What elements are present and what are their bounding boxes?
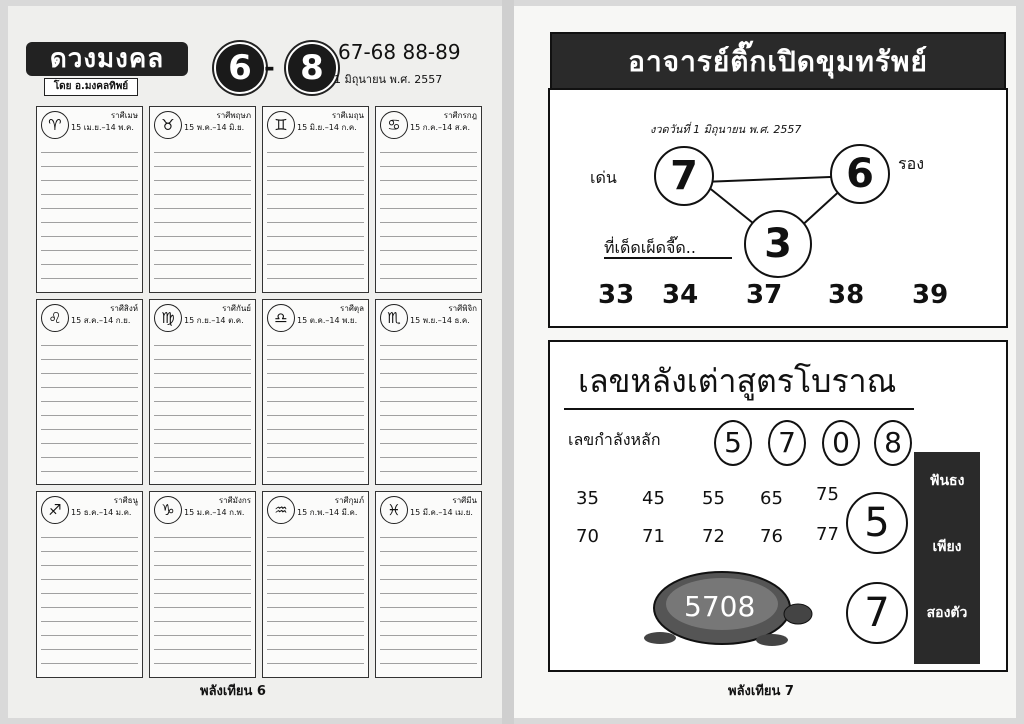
zodiac-name: ราศีสิงห์ bbox=[110, 303, 138, 313]
text-line-placeholder bbox=[154, 474, 251, 481]
bottom-number-1: 33 bbox=[598, 280, 635, 310]
text-line-placeholder bbox=[41, 362, 138, 374]
zodiac-name: ราศีมังกร bbox=[218, 496, 251, 506]
text-line-placeholder bbox=[380, 197, 477, 209]
text-line-placeholder bbox=[380, 362, 477, 374]
text-line-placeholder bbox=[267, 183, 364, 195]
row2-number-2: 71 bbox=[642, 526, 665, 547]
zodiac-name: ราศีพฤษภ bbox=[216, 111, 251, 120]
text-line-placeholder bbox=[41, 432, 138, 444]
text-line-placeholder bbox=[41, 446, 138, 458]
text-line-placeholder bbox=[380, 376, 477, 388]
row2-number-4: 76 bbox=[760, 526, 783, 547]
horoscope-grid bbox=[36, 106, 482, 678]
brand-title: ดวงมงคล bbox=[26, 42, 188, 76]
text-line-placeholder bbox=[267, 582, 364, 594]
horoscope-text-block bbox=[41, 141, 138, 288]
text-line-placeholder bbox=[154, 334, 251, 346]
turtle-section bbox=[548, 340, 1008, 672]
text-line-placeholder bbox=[154, 225, 251, 237]
row1-number-1: 35 bbox=[576, 488, 599, 509]
page-gutter bbox=[502, 0, 514, 724]
text-line-placeholder bbox=[41, 540, 138, 552]
text-line-placeholder bbox=[380, 348, 477, 360]
text-line-placeholder bbox=[154, 540, 251, 552]
bottom-number-2: 34 bbox=[662, 280, 699, 310]
text-line-placeholder bbox=[41, 596, 138, 608]
text-line-placeholder bbox=[267, 239, 364, 251]
text-line-placeholder bbox=[380, 225, 477, 237]
text-line-placeholder bbox=[267, 624, 364, 636]
text-line-placeholder bbox=[267, 376, 364, 388]
right-banner bbox=[550, 32, 1006, 92]
zodiac-date-range: 15 ม.ค.–14 ก.พ. bbox=[184, 508, 245, 518]
text-line-placeholder bbox=[41, 253, 138, 265]
zodiac-name: ราศีกรกฎ bbox=[443, 111, 477, 120]
text-line-placeholder bbox=[267, 197, 364, 209]
text-line-placeholder bbox=[380, 666, 477, 673]
text-line-placeholder bbox=[41, 568, 138, 580]
horoscope-cell bbox=[149, 299, 256, 486]
horoscope-text-block bbox=[154, 334, 251, 481]
horoscope-cell bbox=[149, 106, 256, 293]
text-line-placeholder bbox=[154, 526, 251, 538]
horoscope-cell bbox=[375, 106, 482, 293]
text-line-placeholder bbox=[41, 376, 138, 388]
zodiac-sign-icon: ♍ bbox=[154, 304, 182, 332]
text-line-placeholder bbox=[154, 446, 251, 458]
text-line-placeholder bbox=[154, 652, 251, 664]
extra-numbers: 67-68 88-89 bbox=[338, 40, 461, 64]
horoscope-cell bbox=[36, 299, 143, 486]
zodiac-date-range: 15 มิ.ย.–14 ก.ค. bbox=[297, 123, 357, 132]
row1-number-2: 45 bbox=[642, 488, 665, 509]
lucky-digit-a: 6 bbox=[214, 42, 266, 94]
text-line-placeholder bbox=[154, 554, 251, 566]
zodiac-date-range: 15 พ.ค.–14 มิ.ย. bbox=[184, 123, 245, 132]
text-line-placeholder bbox=[380, 596, 477, 608]
text-line-placeholder bbox=[41, 141, 138, 153]
text-line-placeholder bbox=[41, 460, 138, 472]
text-line-placeholder bbox=[154, 568, 251, 580]
zodiac-name: ราศีตุล bbox=[340, 303, 364, 313]
text-line-placeholder bbox=[154, 169, 251, 181]
text-line-placeholder bbox=[267, 610, 364, 622]
text-line-placeholder bbox=[380, 239, 477, 251]
digit-3: 0 bbox=[822, 420, 860, 466]
horoscope-cell bbox=[375, 491, 482, 678]
text-line-placeholder bbox=[267, 526, 364, 538]
text-line-placeholder bbox=[154, 197, 251, 209]
text-line-placeholder bbox=[154, 211, 251, 223]
zodiac-name: ราศีมีน bbox=[452, 496, 477, 506]
text-line-placeholder bbox=[154, 610, 251, 622]
row1-number-5: 75 bbox=[816, 484, 839, 505]
text-line-placeholder bbox=[41, 652, 138, 664]
text-line-placeholder bbox=[380, 334, 477, 346]
text-line-placeholder bbox=[380, 404, 477, 416]
row2-number-1: 70 bbox=[576, 526, 599, 547]
text-line-placeholder bbox=[41, 404, 138, 416]
zodiac-date-range: 15 เม.ย.–14 พ.ค. bbox=[71, 123, 134, 132]
text-line-placeholder bbox=[267, 334, 364, 346]
text-line-placeholder bbox=[41, 526, 138, 538]
text-line-placeholder bbox=[267, 666, 364, 673]
text-line-placeholder bbox=[267, 554, 364, 566]
text-line-placeholder bbox=[154, 141, 251, 153]
horoscope-text-block bbox=[267, 526, 364, 673]
horoscope-cell bbox=[262, 299, 369, 486]
zodiac-sign-icon: ♌ bbox=[41, 304, 69, 332]
sidebar-word-1: ฟันธง bbox=[929, 473, 965, 489]
text-line-placeholder bbox=[380, 554, 477, 566]
section-title: เลขหลังเต่าสูตรโบราณ bbox=[578, 362, 897, 400]
horoscope-text-block bbox=[380, 334, 477, 481]
prediction-date: งวดวันที่ 1 มิถุนายน พ.ศ. 2557 bbox=[650, 123, 802, 136]
horoscope-text-block bbox=[41, 526, 138, 673]
text-line-placeholder bbox=[267, 348, 364, 360]
zodiac-sign-icon: ♒ bbox=[267, 496, 295, 524]
text-line-placeholder bbox=[267, 652, 364, 664]
text-line-placeholder bbox=[41, 554, 138, 566]
row1-number-4: 65 bbox=[760, 488, 783, 509]
zodiac-sign-icon: ♎ bbox=[267, 304, 295, 332]
text-line-placeholder bbox=[267, 169, 364, 181]
zodiac-sign-icon: ♉ bbox=[154, 111, 182, 139]
zodiac-sign-icon: ♋ bbox=[380, 111, 408, 139]
title-underline bbox=[564, 408, 914, 410]
zodiac-sign-icon: ♐ bbox=[41, 496, 69, 524]
text-line-placeholder bbox=[380, 610, 477, 622]
text-line-placeholder bbox=[154, 155, 251, 167]
text-line-placeholder bbox=[380, 446, 477, 458]
text-line-placeholder bbox=[267, 540, 364, 552]
zodiac-sign-icon: ♑ bbox=[154, 496, 182, 524]
text-line-placeholder bbox=[380, 540, 477, 552]
digit-2: 7 bbox=[768, 420, 806, 466]
text-line-placeholder bbox=[267, 460, 364, 472]
zodiac-sign-icon: ♓ bbox=[380, 496, 408, 524]
text-line-placeholder bbox=[154, 253, 251, 265]
text-line-placeholder bbox=[267, 155, 364, 167]
horoscope-cell bbox=[262, 106, 369, 293]
text-line-placeholder bbox=[41, 281, 138, 288]
text-line-placeholder bbox=[267, 432, 364, 444]
text-line-placeholder bbox=[380, 169, 477, 181]
text-line-placeholder bbox=[154, 348, 251, 360]
second-digit: 6 bbox=[830, 144, 890, 204]
highlight-seven: 7 bbox=[846, 582, 908, 644]
bottom-number-5: 39 bbox=[912, 280, 949, 310]
text-line-placeholder bbox=[380, 460, 477, 472]
lead-digit: 7 bbox=[654, 146, 714, 206]
text-line-placeholder bbox=[41, 348, 138, 360]
text-line-placeholder bbox=[380, 652, 477, 664]
zodiac-date-range: 15 มี.ค.–14 เม.ย. bbox=[410, 508, 473, 518]
text-line-placeholder bbox=[154, 404, 251, 416]
horoscope-text-block bbox=[41, 334, 138, 481]
text-line-placeholder bbox=[41, 267, 138, 279]
zodiac-date-range: 15 พ.ย.–14 ธ.ค. bbox=[410, 315, 470, 325]
horoscope-text-block bbox=[380, 526, 477, 673]
text-line-placeholder bbox=[41, 582, 138, 594]
text-line-placeholder bbox=[267, 638, 364, 650]
text-line-placeholder bbox=[267, 211, 364, 223]
text-line-placeholder bbox=[380, 474, 477, 481]
row2-number-3: 72 bbox=[702, 526, 725, 547]
prediction-box bbox=[548, 88, 1008, 328]
zodiac-sign-icon: ♏ bbox=[380, 304, 408, 332]
zodiac-date-range: 15 ต.ค.–14 พ.ย. bbox=[297, 315, 358, 325]
text-line-placeholder bbox=[380, 253, 477, 265]
text-line-placeholder bbox=[267, 281, 364, 288]
zodiac-name: ราศีเมษ bbox=[110, 111, 138, 120]
text-line-placeholder bbox=[267, 568, 364, 580]
text-line-placeholder bbox=[154, 582, 251, 594]
text-line-placeholder bbox=[380, 390, 477, 402]
text-line-placeholder bbox=[41, 638, 138, 650]
text-line-placeholder bbox=[154, 362, 251, 374]
center-label: ที่เด็ดเผ็ดจี๊ด.. bbox=[604, 238, 696, 257]
text-line-placeholder bbox=[154, 418, 251, 430]
text-line-placeholder bbox=[41, 155, 138, 167]
horoscope-text-block bbox=[154, 526, 251, 673]
zodiac-name: ราศีธนู bbox=[113, 496, 138, 506]
text-line-placeholder bbox=[267, 474, 364, 481]
text-line-placeholder bbox=[154, 638, 251, 650]
text-line-placeholder bbox=[41, 334, 138, 346]
zodiac-date-range: 15 ส.ค.–14 ก.ย. bbox=[71, 315, 131, 325]
zodiac-name: ราศีกันย์ bbox=[222, 303, 251, 313]
horoscope-cell bbox=[36, 106, 143, 293]
text-line-placeholder bbox=[41, 666, 138, 673]
text-line-placeholder bbox=[380, 432, 477, 444]
text-line-placeholder bbox=[154, 390, 251, 402]
text-line-placeholder bbox=[41, 418, 138, 430]
pair-dash: - bbox=[264, 53, 275, 83]
digit-4: 8 bbox=[874, 420, 912, 466]
zodiac-date-range: 15 ก.พ.–14 มี.ค. bbox=[297, 508, 358, 518]
text-line-placeholder bbox=[41, 390, 138, 402]
horoscope-cell bbox=[36, 491, 143, 678]
text-line-placeholder bbox=[154, 267, 251, 279]
right-page-footer: พลังเทียน 7 bbox=[728, 684, 794, 699]
text-line-placeholder bbox=[267, 225, 364, 237]
row2-number-5: 77 bbox=[816, 524, 839, 545]
zodiac-date-range: 15 ก.ย.–14 ต.ค. bbox=[184, 315, 244, 325]
text-line-placeholder bbox=[380, 638, 477, 650]
text-line-placeholder bbox=[154, 239, 251, 251]
banner-title: อาจารย์ติ๊กเปิดขุมทรัพย์ bbox=[628, 45, 928, 78]
left-page-footer: พลังเทียน 6 bbox=[200, 684, 266, 699]
text-line-placeholder bbox=[41, 183, 138, 195]
bottom-number-3: 37 bbox=[746, 280, 783, 310]
text-line-placeholder bbox=[154, 376, 251, 388]
center-digit: 3 bbox=[744, 210, 812, 278]
zodiac-date-range: 15 ก.ค.–14 ส.ค. bbox=[410, 123, 471, 132]
text-line-placeholder bbox=[380, 526, 477, 538]
sidebar-word-3: สองตัว bbox=[926, 605, 968, 621]
text-line-placeholder bbox=[41, 211, 138, 223]
text-line-placeholder bbox=[267, 253, 364, 265]
horoscope-cell bbox=[375, 299, 482, 486]
brand-byline: โดย อ.มงคลทิพย์ bbox=[44, 78, 138, 96]
text-line-placeholder bbox=[41, 225, 138, 237]
text-line-placeholder bbox=[154, 666, 251, 673]
left-header bbox=[18, 38, 488, 102]
text-line-placeholder bbox=[154, 281, 251, 288]
text-line-placeholder bbox=[267, 390, 364, 402]
text-line-placeholder bbox=[267, 596, 364, 608]
zodiac-sign-icon: ♈ bbox=[41, 111, 69, 139]
text-line-placeholder bbox=[41, 239, 138, 251]
second-label: รอง bbox=[898, 154, 925, 173]
text-line-placeholder bbox=[267, 418, 364, 430]
issue-date: 1 มิถุนายน พ.ศ. 2557 bbox=[334, 73, 443, 86]
text-line-placeholder bbox=[154, 624, 251, 636]
text-line-placeholder bbox=[380, 267, 477, 279]
text-line-placeholder bbox=[380, 183, 477, 195]
horoscope-cell bbox=[149, 491, 256, 678]
horoscope-text-block bbox=[267, 141, 364, 288]
zodiac-name: ราศีพิจิก bbox=[448, 303, 477, 313]
text-line-placeholder bbox=[380, 624, 477, 636]
zodiac-sign-icon: ♊ bbox=[267, 111, 295, 139]
lucky-digit-b: 8 bbox=[286, 42, 338, 94]
text-line-placeholder bbox=[267, 141, 364, 153]
text-line-placeholder bbox=[41, 197, 138, 209]
lead-label: เด่น bbox=[590, 168, 617, 187]
text-line-placeholder bbox=[380, 582, 477, 594]
text-line-placeholder bbox=[267, 362, 364, 374]
text-line-placeholder bbox=[267, 404, 364, 416]
text-line-placeholder bbox=[267, 267, 364, 279]
horoscope-text-block bbox=[380, 141, 477, 288]
zodiac-name: ราศีกุมภ์ bbox=[334, 496, 364, 506]
text-line-placeholder bbox=[380, 568, 477, 580]
text-line-placeholder bbox=[267, 446, 364, 458]
turtle-number: 5708 bbox=[684, 590, 756, 623]
text-line-placeholder bbox=[154, 432, 251, 444]
text-line-placeholder bbox=[380, 155, 477, 167]
text-line-placeholder bbox=[380, 281, 477, 288]
digit-label: เลขกำลังหลัก bbox=[568, 430, 661, 449]
horoscope-cell bbox=[262, 491, 369, 678]
sidebar-word-2: เพียง bbox=[932, 539, 962, 555]
text-line-placeholder bbox=[380, 141, 477, 153]
digit-1: 5 bbox=[714, 420, 752, 466]
text-line-placeholder bbox=[41, 169, 138, 181]
text-line-placeholder bbox=[154, 183, 251, 195]
verdict-sidebar bbox=[914, 452, 980, 664]
turtle-illustration bbox=[632, 552, 814, 658]
zodiac-date-range: 15 ธ.ค.–14 ม.ค. bbox=[71, 508, 132, 518]
text-line-placeholder bbox=[154, 460, 251, 472]
bottom-number-4: 38 bbox=[828, 280, 865, 310]
text-line-placeholder bbox=[41, 474, 138, 481]
text-line-placeholder bbox=[41, 624, 138, 636]
text-line-placeholder bbox=[41, 610, 138, 622]
highlight-five: 5 bbox=[846, 492, 908, 554]
horoscope-text-block bbox=[154, 141, 251, 288]
zodiac-name: ราศีเมถุน bbox=[331, 111, 364, 120]
text-line-placeholder bbox=[154, 596, 251, 608]
text-line-placeholder bbox=[380, 418, 477, 430]
horoscope-text-block bbox=[267, 334, 364, 481]
row1-number-3: 55 bbox=[702, 488, 725, 509]
text-line-placeholder bbox=[380, 211, 477, 223]
